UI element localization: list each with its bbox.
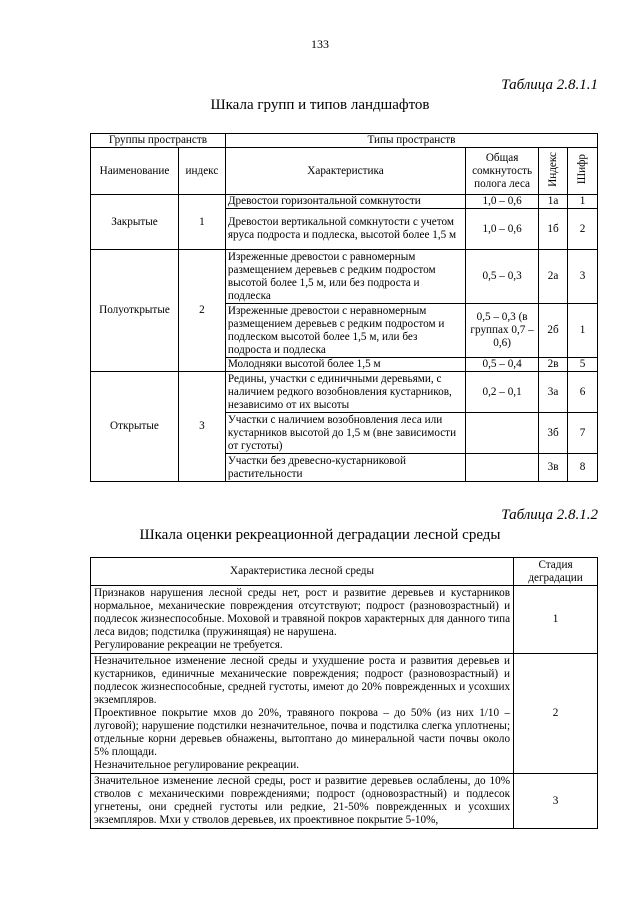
header-types: Типы пространств: [225, 134, 597, 148]
header-groups: Группы пространств: [91, 134, 226, 148]
description-paragraph: Незначительное регулирование рекреации.: [94, 759, 299, 771]
type-index: 2б: [539, 304, 568, 358]
degradation-stage: 1: [514, 586, 598, 654]
table-row: [91, 195, 598, 209]
type-characteristic: Древостои вертикальной сомкнутости с учетом яруса подроста и подлеска, высотой более 1,5 м: [225, 209, 465, 250]
type-code: 2: [568, 209, 598, 250]
type-density: 0,5 – 0,4: [466, 358, 539, 372]
type-characteristic: Древостои горизонтальной сомкнутости: [225, 195, 465, 209]
type-code: 7: [568, 413, 598, 454]
header-characteristic: Характеристика лесной среды: [91, 558, 514, 586]
description-paragraph: Значительное изменение лесной среды, рост и развитие деревьев ослаблены, до 10% стволов с механическими повреждениями; подрост (одновозрастный) и подлесок угнетены, они средней густоты или редкие, 21-50% поврежденных и усохших экземпляров. Мхи у стволов деревьев, их проективное покрытие 5-10%,: [94, 775, 511, 826]
header-code: Шифр: [568, 148, 598, 195]
type-index: 3а: [539, 372, 568, 413]
page-number: 133: [311, 37, 329, 51]
description-paragraph: Незначительное изменение лесной среды и ухудшение роста и развития деревьев и кустарников, единичные механические повреждения; подрост (разновозрастный) и подлесок жизнеспособные, средней густоты, имеют до 20% поврежденных и усохших экземпляров.: [94, 655, 511, 706]
table-row: [91, 250, 598, 304]
degradation-stage: 3: [514, 774, 598, 829]
header-name: Наименование: [91, 148, 179, 195]
header-type-index: Индекс: [539, 148, 568, 195]
description-paragraph: Регулирование рекреации не требуется.: [94, 639, 283, 651]
degradation-description: [91, 586, 514, 654]
type-characteristic: Изреженные древостои с неравномерным размещением деревьев с редким подростом и подлеском высотой более 1,5 м, или без подроста и подлеска: [225, 304, 465, 358]
type-index: 1б: [539, 209, 568, 250]
description-paragraph: Признаков нарушения лесной среды нет, рост и развитие деревьев и кустарников нормальное, механические повреждения отсутствуют; подрост (разновозрастный) и подлесок жизнеспособные. Моховой и травяной покров характерных для данного типа леса видов; подстилка (пружинящая) не нарушена.: [94, 587, 511, 638]
group-index: 1: [178, 195, 225, 250]
type-code: 1: [568, 304, 598, 358]
description-paragraph: Проективное покрытие мхов до 20%, травяного покрова – до 50% (из них 1/10 – луговой); нарушение подстилки незначительное, почва и подстилка слегка уплотнены; отдельные корни деревьев обнажены, вытоптано до минеральной части почвы около 5% площади.: [94, 707, 511, 758]
type-density: [466, 454, 539, 482]
degradation-description: [91, 774, 514, 829]
type-characteristic: Изреженные древостои с равномерным размещением деревьев с редким подростом высотой более 1,5 м, или без подроста и подлеска: [225, 250, 465, 304]
table1-caption: Таблица 2.8.1.1: [501, 77, 598, 93]
recreational-degradation-table: [90, 557, 598, 829]
type-characteristic: Участки без древесно-кустарниковой растительности: [225, 454, 465, 482]
type-density: [466, 413, 539, 454]
type-characteristic: Участки с наличием возобновления леса или кустарников высотой до 1,5 м (вне зависимости от густоты): [225, 413, 465, 454]
type-density: 0,5 – 0,3: [466, 250, 539, 304]
degradation-stage: 2: [514, 654, 598, 774]
type-density: 1,0 – 0,6: [466, 195, 539, 209]
type-density: 0,2 – 0,1: [466, 372, 539, 413]
group-name: Полуоткрытые: [91, 250, 179, 372]
table2-title: Шкала оценки рекреационной деградации лесной среды: [139, 527, 501, 543]
landscape-types-table: [90, 133, 598, 482]
type-code: 3: [568, 250, 598, 304]
degradation-description: [91, 654, 514, 774]
type-index: 3в: [539, 454, 568, 482]
group-name: Открытые: [91, 372, 179, 482]
table-row: [91, 654, 598, 774]
table-row: [91, 586, 598, 654]
header-density: Общая сомкнутость полога леса: [466, 148, 539, 195]
header-index: индекс: [178, 148, 225, 195]
group-index: 3: [178, 372, 225, 482]
type-code: 8: [568, 454, 598, 482]
header-characteristic: Характеристика: [225, 148, 465, 195]
type-density: 1,0 – 0,6: [466, 209, 539, 250]
type-index: 3б: [539, 413, 568, 454]
type-index: 2в: [539, 358, 568, 372]
table1-title: Шкала групп и типов ландшафтов: [210, 97, 430, 113]
type-characteristic: Молодняки высотой более 1,5 м: [225, 358, 465, 372]
table2-caption: Таблица 2.8.1.2: [501, 507, 598, 523]
type-index: 2а: [539, 250, 568, 304]
type-code: 1: [568, 195, 598, 209]
group-index: 2: [178, 250, 225, 372]
type-density: 0,5 – 0,3 (в группах 0,7 – 0,6): [466, 304, 539, 358]
group-name: Закрытые: [91, 195, 179, 250]
header-stage: Стадия деградации: [514, 558, 598, 586]
table-row: [91, 372, 598, 413]
table-row: [91, 774, 598, 829]
type-code: 5: [568, 358, 598, 372]
type-characteristic: Редины, участки с единичными деревьями, с наличием редкого возобновления кустарников, независимо от их высоты: [225, 372, 465, 413]
type-index: 1а: [539, 195, 568, 209]
type-code: 6: [568, 372, 598, 413]
